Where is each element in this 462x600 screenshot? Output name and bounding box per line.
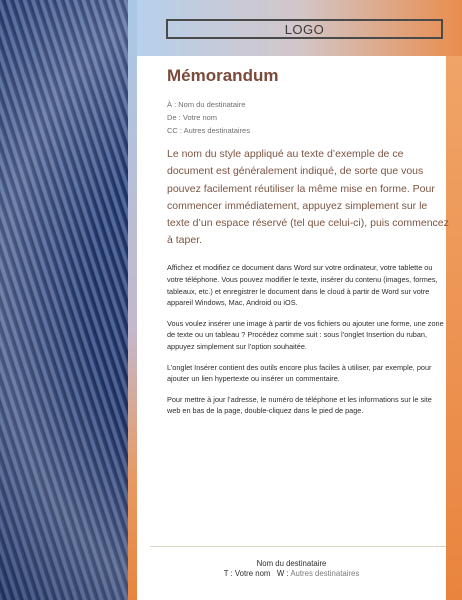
body-paragraph-3[interactable]: L’onglet Insérer contient des outils encore plus faciles à utiliser, par exemple, pour ajouter un lien hypertexte ou insérer un commentaire. xyxy=(167,362,432,384)
footer-name[interactable]: Nom du destinataire xyxy=(256,559,327,568)
to-row xyxy=(167,98,250,111)
footer-t-value[interactable]: Votre nom xyxy=(234,569,271,578)
right-accent-stripe xyxy=(446,56,462,600)
intro-paragraph[interactable]: Le nom du style appliqué au texte d’exemple de ce document est généralement indiqué, de sorte que vous pouvez facilement réutiliser la même mise en forme. Pour commencer immédiatement, appuyez simplement sur le texte d’un espace réservé (tel que celui-ci), puis commencez à taper. xyxy=(167,148,449,247)
body-paragraph-4[interactable]: Pour mettre à jour l’adresse, le numéro de téléphone et les informations sur le site web en bas de la page, double-cliquez dans le pied de page. xyxy=(167,394,432,416)
footer-w-label: W : xyxy=(276,569,289,578)
cc-row xyxy=(167,124,250,137)
body-paragraph-1[interactable]: Affichez et modifiez ce document dans Word sur votre ordinateur, votre tablette ou votre téléphone. Vous pouvez modifier le texte, insérer du contenu (images, formes, tableaux, etc.) et enregistrer le document dans le cloud à partir de Word sur votre appareil Windows, Mac, Android ou iOS. xyxy=(167,263,438,308)
from-label: De : xyxy=(167,113,181,122)
from-value[interactable]: Votre nom xyxy=(182,113,218,122)
cc-value[interactable]: Autres destinataires xyxy=(183,126,250,135)
memo-title[interactable]: Mémorandum xyxy=(167,66,279,85)
body-text xyxy=(167,262,445,426)
accent-stripe xyxy=(128,0,137,600)
logo-text: LOGO xyxy=(284,21,325,37)
footer-contact xyxy=(137,569,446,578)
footer-w-value[interactable]: Autres destinataires xyxy=(290,569,360,578)
to-label: À : xyxy=(167,100,177,109)
decorative-photo xyxy=(0,0,128,600)
to-value[interactable]: Nom du destinataire xyxy=(178,100,246,109)
logo-placeholder[interactable] xyxy=(166,19,443,39)
from-row xyxy=(167,111,250,124)
cc-label: CC : xyxy=(167,126,182,135)
footer-divider xyxy=(150,546,446,547)
memo-recipients-block xyxy=(167,98,250,137)
footer-t-label: T : xyxy=(223,569,233,578)
body-paragraph-2[interactable]: Vous voulez insérer une image à partir de vos fichiers ou ajouter une forme, une zone de texte ou un tableau ? Procédez comme suit : sous l’onglet Insertion du ruban, appuyez simplement sur l’option souhaitée. xyxy=(167,318,444,352)
